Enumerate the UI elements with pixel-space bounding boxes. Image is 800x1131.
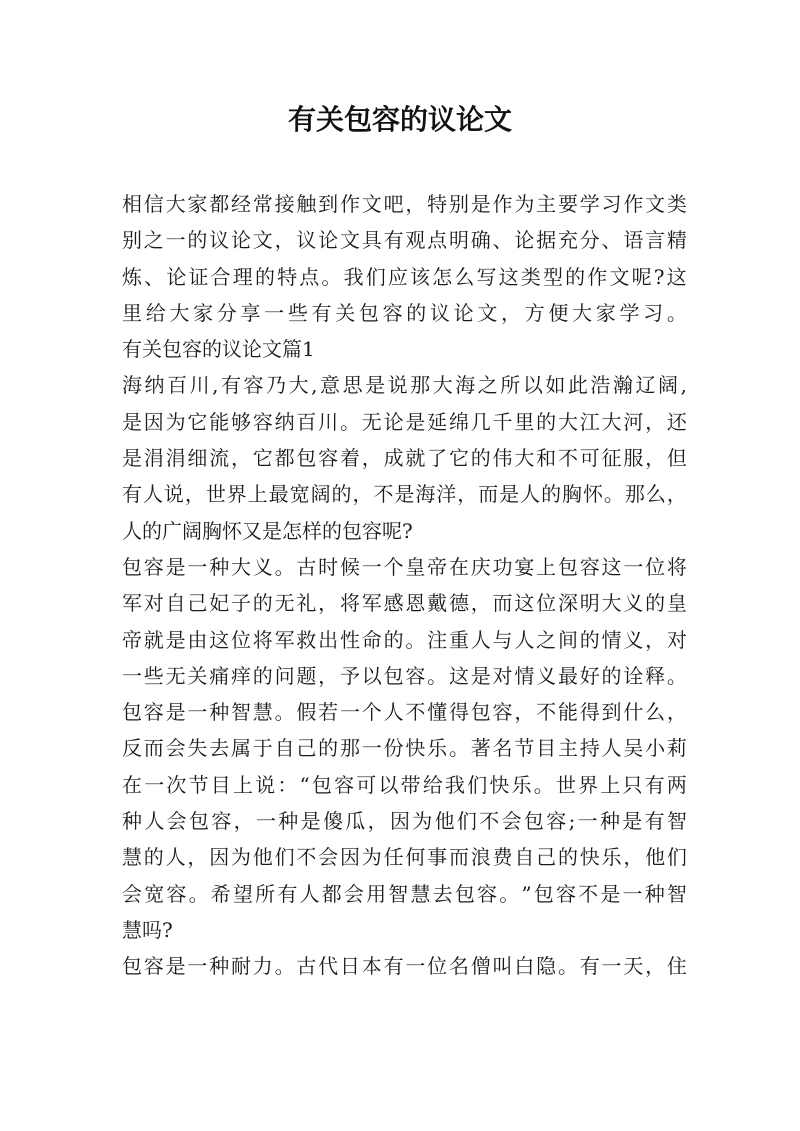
text-line: 慧吗? — [122, 917, 173, 942]
text-line: 有 人 说 ， 世 界 上 最 宽 阔 的 ， 不 是 海 洋 ， 而 是 人 的 胸 怀 。 那 么 ， — [122, 482, 687, 507]
text-line: 慧 的 人 ， 因 为 他 们 不 会 因 为 任 何 事 而 浪 费 自 己 的 快 乐 ， 他 们 — [122, 845, 687, 870]
text-line: 包 容 是 一 种 大 义 。 古 时 候 一 个 皇 帝 在 庆 功 宴 上 包 容 这 一 位 将 — [122, 554, 687, 579]
text-line: 种 人 会 包 容 ， 一 种 是 傻 瓜 ， 因 为 他 们 不 会 包 容 ; 一 种 是 有 智 — [122, 809, 687, 834]
text-line: 有关包容的议论文篇1 — [122, 337, 315, 362]
text-line: 帝 就 是 由 这 位 将 军 救 出 性 命 的 。 注 重 人 与 人 之 间 的 情 义 ， 对 — [122, 627, 687, 652]
text-line: 会 宽 容 。 希 望 所 有 人 都 会 用 智 慧 去 包 容 。 ” 包 容 不 是 一 种 智 — [122, 881, 687, 906]
text-line: 包 容 是 一 种 耐 力 。 古 代 日 本 有 一 位 名 僧 叫 白 隐 。 有 一 天 ， 住 — [122, 954, 687, 979]
text-line: 炼 、 论 证 合 理 的 特 点 。 我 们 应 该 怎 么 写 这 类 型 的 作 文 呢 ? 这 — [122, 264, 687, 289]
text-line: 别 之 一 的 议 论 文 ， 议 论 文 具 有 观 点 明 确 、 论 据 充 分 、 语 言 精 — [122, 228, 687, 253]
text-line: 相 信 大 家 都 经 常 接 触 到 作 文 吧 ， 特 别 是 作 为 主 要 学 习 作 文 类 — [122, 192, 687, 216]
text-line: 海 纳 百 川 , 有 容 乃 大 , 意 思 是 说 那 大 海 之 所 以 如 此 浩 瀚 辽 阔 , — [122, 373, 687, 398]
text-line: 是 涓 涓 细 流 ， 它 都 包 容 着 ， 成 就 了 它 的 伟 大 和 不 可 征 服 ， 但 — [122, 446, 687, 471]
text-line: 人的广阔胸怀又是怎样的包容呢? — [122, 518, 413, 543]
text-line: 是 因 为 它 能 够 容 纳 百 川 。 无 论 是 延 绵 几 千 里 的 大 江 大 河 ， 还 — [122, 409, 687, 434]
document-body — [122, 186, 687, 985]
text-line: 反 而 会 失 去 属 于 自 己 的 那 一 份 快 乐 。 著 名 节 目 主 持 人 吴 小 莉 — [122, 736, 687, 761]
text-line: 在 一 次 节 目 上 说 ： “ 包 容 可 以 带 给 我 们 快 乐 。 世 界 上 只 有 两 — [122, 772, 687, 797]
text-line: 包 容 是 一 种 智 慧 。 假 若 一 个 人 不 懂 得 包 容 ， 不 能 得 到 什 么 ， — [122, 700, 687, 725]
text-line: 里 给 大 家 分 享 一 些 有 关 包 容 的 议 论 文 ， 方 便 大 家 学 习 。 — [122, 300, 687, 325]
document-title: 有关包容的议论文 — [287, 103, 512, 136]
text-line: 一 些 无 关 痛 痒 的 问 题 ， 予 以 包 容 。 这 是 对 情 义 最 好 的 诠 释 。 — [122, 663, 687, 688]
text-line: 军 对 自 己 妃 子 的 无 礼 ， 将 军 感 恩 戴 德 ， 而 这 位 深 明 大 义 的 皇 — [122, 591, 687, 616]
